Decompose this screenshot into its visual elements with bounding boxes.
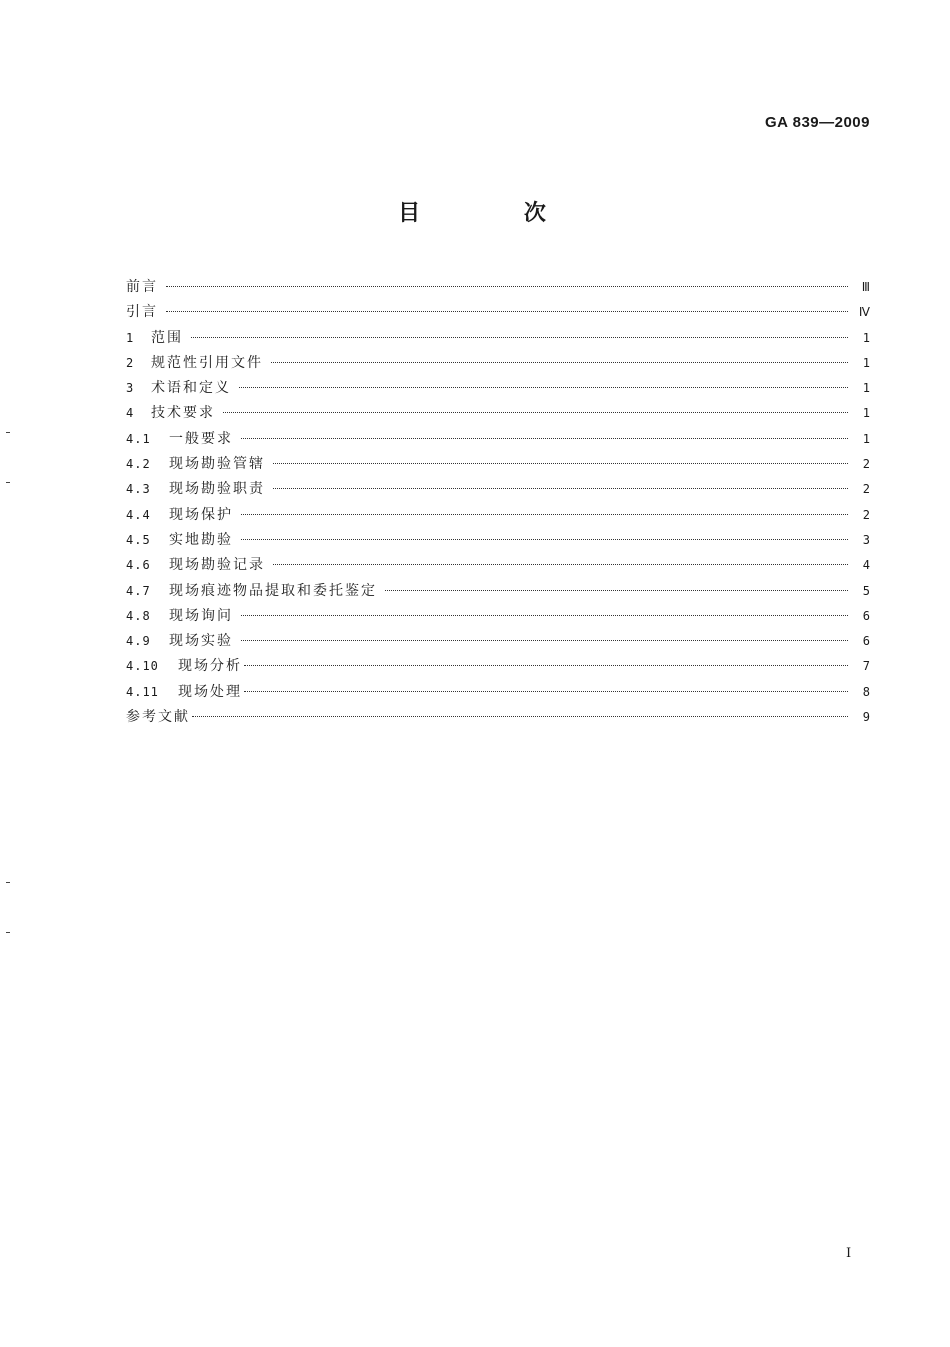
toc-entry-page: 1 xyxy=(862,431,870,446)
standard-code: GA 839—2009 xyxy=(764,114,870,131)
toc-entry-page: 1 xyxy=(862,381,870,396)
toc-entry-label: 范围 xyxy=(151,329,183,346)
toc-entry-4-6[interactable] xyxy=(126,554,870,579)
toc-entry-label: 技术要求 xyxy=(151,405,215,422)
toc-entry-number: 4.4 xyxy=(126,507,151,522)
toc-entry-label: 现场痕迹物品提取和委托鉴定 xyxy=(169,582,377,599)
toc-entry-page: 1 xyxy=(862,355,870,370)
toc-entry-label: 现场勘验记录 xyxy=(169,557,265,574)
table-of-contents xyxy=(126,276,870,731)
toc-entry-1[interactable] xyxy=(126,327,870,352)
toc-leader-dots xyxy=(241,640,848,641)
toc-entry-page: 2 xyxy=(862,482,870,497)
toc-entry-label: 现场分析 xyxy=(178,658,242,675)
toc-entry-4-2[interactable] xyxy=(126,453,870,478)
toc-entry-number: 4.6 xyxy=(126,558,151,573)
toc-entry-4[interactable] xyxy=(126,402,870,427)
toc-leader-dots xyxy=(273,564,848,565)
toc-entry-label: 现场询问 xyxy=(169,607,233,624)
scan-margin-mark xyxy=(6,882,10,883)
toc-entry-4-7[interactable] xyxy=(126,580,870,605)
toc-entry-4-4[interactable] xyxy=(126,504,870,529)
toc-entry-page: 4 xyxy=(862,558,870,573)
toc-entry-4-3[interactable] xyxy=(126,478,870,503)
toc-entry-number: 1 xyxy=(126,330,135,345)
toc-entry-page: 6 xyxy=(862,634,870,649)
toc-leader-dots xyxy=(192,716,848,717)
toc-entry-page: 6 xyxy=(862,608,870,623)
toc-entry-label: 规范性引用文件 xyxy=(151,354,263,371)
toc-entry-page: 5 xyxy=(862,583,870,598)
toc-entry-number: 4.2 xyxy=(126,457,151,472)
toc-entry-page: Ⅳ xyxy=(858,305,870,320)
toc-entry-4-5[interactable] xyxy=(126,529,870,554)
toc-leader-dots xyxy=(241,539,848,540)
toc-entry-label: 实地勘验 xyxy=(169,531,233,548)
toc-leader-dots xyxy=(239,387,848,388)
toc-entry-number: 4.9 xyxy=(126,634,151,649)
scan-margin-mark xyxy=(6,432,10,433)
toc-leader-dots xyxy=(273,488,848,489)
toc-entry-label: 现场保护 xyxy=(169,506,233,523)
toc-entry-number: 4.10 xyxy=(126,659,159,674)
toc-leader-dots xyxy=(273,463,848,464)
scan-margin-mark xyxy=(6,482,10,483)
toc-entry-label: 现场勘验管辖 xyxy=(169,456,265,473)
toc-entry-page: 1 xyxy=(862,330,870,345)
toc-entry-number: 4.5 xyxy=(126,532,151,547)
scan-margin-mark xyxy=(6,932,10,933)
toc-entry-label: 现场处理 xyxy=(178,683,242,700)
toc-leader-dots xyxy=(166,286,848,287)
toc-entry-page: 7 xyxy=(862,659,870,674)
toc-entry-label: 现场实验 xyxy=(169,633,233,650)
toc-entry-page: 8 xyxy=(862,684,870,699)
toc-leader-dots xyxy=(166,311,848,312)
toc-leader-dots xyxy=(244,665,848,666)
toc-entry-4-8[interactable] xyxy=(126,605,870,630)
toc-entry-page: 2 xyxy=(862,507,870,522)
toc-entry-number: 2 xyxy=(126,355,135,370)
toc-entry-page: Ⅲ xyxy=(861,280,870,294)
toc-entry-page: 2 xyxy=(862,457,870,472)
toc-entry-4-10[interactable] xyxy=(126,655,870,680)
toc-leader-dots xyxy=(271,362,848,363)
toc-entry-2[interactable] xyxy=(126,352,870,377)
toc-entry-label: 术语和定义 xyxy=(151,380,231,397)
toc-entry-preface[interactable] xyxy=(126,276,870,301)
page-title: 目 次 xyxy=(398,201,594,226)
toc-entry-4-9[interactable] xyxy=(126,630,870,655)
toc-leader-dots xyxy=(223,412,848,413)
toc-entry-page: 9 xyxy=(862,710,870,725)
toc-entry-number: 4.11 xyxy=(126,684,159,699)
toc-entry-label: 引言 xyxy=(126,304,158,321)
toc-leader-dots xyxy=(241,438,848,439)
toc-entry-4-11[interactable] xyxy=(126,681,870,706)
toc-entry-3[interactable] xyxy=(126,377,870,402)
toc-entry-introduction[interactable] xyxy=(126,301,870,326)
toc-entry-number: 4.7 xyxy=(126,583,151,598)
toc-entry-label: 现场勘验职责 xyxy=(169,481,265,498)
page-number: Ⅰ xyxy=(846,1246,852,1261)
toc-leader-dots xyxy=(241,514,848,515)
toc-leader-dots xyxy=(191,337,848,338)
toc-entry-label: 前言 xyxy=(126,279,158,295)
toc-entry-number: 4.3 xyxy=(126,482,151,497)
toc-leader-dots xyxy=(385,590,848,591)
toc-entry-number: 4.1 xyxy=(126,431,151,446)
toc-entry-4-1[interactable] xyxy=(126,428,870,453)
toc-entry-number: 4 xyxy=(126,406,135,421)
toc-leader-dots xyxy=(244,691,848,692)
toc-entry-references[interactable] xyxy=(126,706,870,731)
toc-entry-number: 3 xyxy=(126,381,135,396)
toc-entry-page: 1 xyxy=(862,406,870,421)
toc-leader-dots xyxy=(241,615,848,616)
toc-entry-number: 4.8 xyxy=(126,608,151,623)
toc-entry-label: 一般要求 xyxy=(169,430,233,447)
toc-entry-label: 参考文献 xyxy=(126,709,190,726)
toc-entry-page: 3 xyxy=(862,532,870,547)
